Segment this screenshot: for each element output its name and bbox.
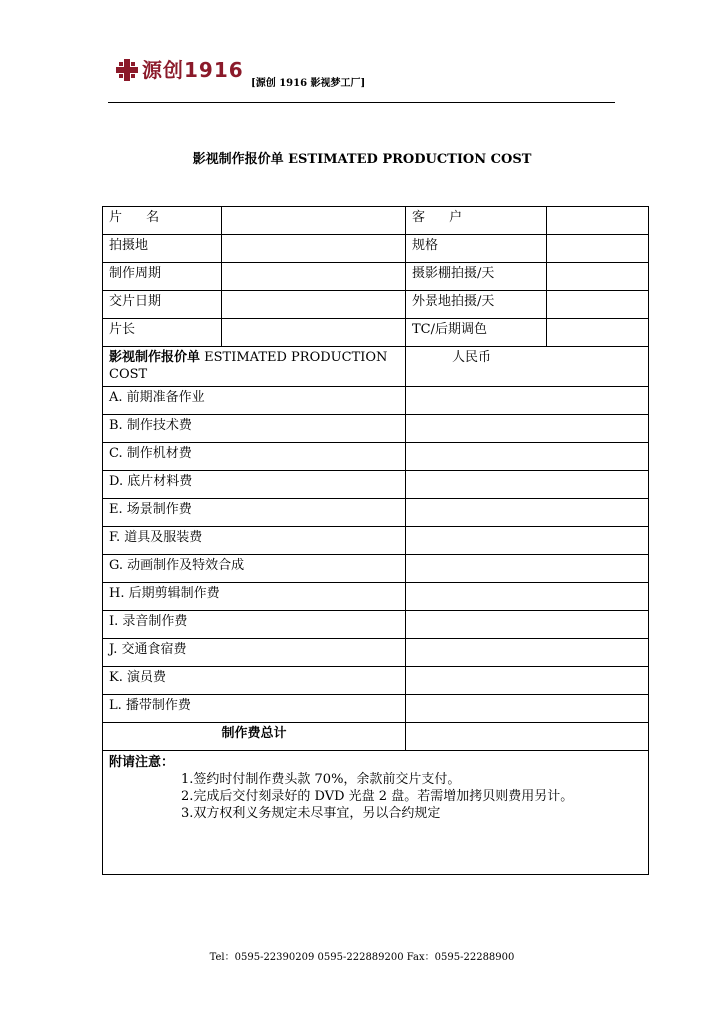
cost-item-label: I. 录音制作费 <box>103 611 406 639</box>
label-color-grading: TC/后期调色 <box>406 319 547 347</box>
cost-item-label: K. 演员费 <box>103 667 406 695</box>
cost-item-amount[interactable] <box>406 443 649 471</box>
document-title: 影视制作报价单 ESTIMATED PRODUCTION COST <box>192 152 532 167</box>
info-row-delivery-location <box>103 291 649 319</box>
cost-item-amount[interactable] <box>406 583 649 611</box>
field-production-cycle[interactable] <box>222 263 406 291</box>
company-tagline: [源创 1916 影视梦工厂] <box>251 78 366 89</box>
cost-item-label: J. 交通食宿费 <box>103 639 406 667</box>
label-studio-days: 摄影棚拍摄/天 <box>406 263 547 291</box>
field-film-length[interactable] <box>222 319 406 347</box>
company-logo <box>116 57 244 83</box>
notes-row <box>103 751 649 875</box>
info-row-length-grading <box>103 319 649 347</box>
cost-item-amount[interactable] <box>406 611 649 639</box>
currency-header: 人民币 <box>406 347 649 387</box>
cost-header-row <box>103 347 649 387</box>
cost-item-row <box>103 611 649 639</box>
note-line: 3.双方权利义务规定未尽事宜，另以合约规定 <box>181 806 441 821</box>
cost-header-label-rest: ESTIMATED PRODUCTION COST <box>109 350 388 382</box>
cost-item-label: A. 前期准备作业 <box>103 387 406 415</box>
cost-item-row <box>103 387 649 415</box>
cost-item-amount[interactable] <box>406 387 649 415</box>
cost-header-label <box>103 347 406 387</box>
cost-item-amount[interactable] <box>406 667 649 695</box>
field-color-grading[interactable] <box>547 319 649 347</box>
field-film-name[interactable] <box>222 207 406 235</box>
cost-item-row <box>103 471 649 499</box>
label-film-length: 片长 <box>103 319 222 347</box>
contact-footer: Tel：0595-22390209 0595-222889200 Fax：0595-22288900 <box>209 952 515 963</box>
cost-item-label: L. 播带制作费 <box>103 695 406 723</box>
info-row-title-client <box>103 207 649 235</box>
field-delivery-date[interactable] <box>222 291 406 319</box>
cost-item-label: C. 制作机材费 <box>103 443 406 471</box>
cost-item-row <box>103 583 649 611</box>
cost-item-row <box>103 499 649 527</box>
label-location-days: 外景地拍摄/天 <box>406 291 547 319</box>
cost-item-amount[interactable] <box>406 527 649 555</box>
cost-item-label: D. 底片材料费 <box>103 471 406 499</box>
cost-item-label: F. 道具及服装费 <box>103 527 406 555</box>
cost-item-amount[interactable] <box>406 471 649 499</box>
cost-item-label: H. 后期剪辑制作费 <box>103 583 406 611</box>
cost-item-amount[interactable] <box>406 415 649 443</box>
header-divider <box>108 102 615 103</box>
label-shooting-location: 拍摄地 <box>103 235 222 263</box>
label-film-name: 片 名 <box>103 207 222 235</box>
logo-text: 源创1916 <box>142 58 244 82</box>
field-shooting-location[interactable] <box>222 235 406 263</box>
field-location-days[interactable] <box>547 291 649 319</box>
cost-item-label: B. 制作技术费 <box>103 415 406 443</box>
label-delivery-date: 交片日期 <box>103 291 222 319</box>
cost-item-row <box>103 555 649 583</box>
cost-item-row <box>103 667 649 695</box>
cost-item-amount[interactable] <box>406 555 649 583</box>
total-row <box>103 723 649 751</box>
field-studio-days[interactable] <box>547 263 649 291</box>
info-row-location-spec <box>103 235 649 263</box>
field-client[interactable] <box>547 207 649 235</box>
cost-item-row <box>103 415 649 443</box>
cost-item-amount[interactable] <box>406 499 649 527</box>
total-label: 制作费总计 <box>103 723 406 751</box>
quotation-form <box>102 206 649 875</box>
cost-item-row <box>103 639 649 667</box>
cost-item-row <box>103 527 649 555</box>
cost-item-label: E. 场景制作费 <box>103 499 406 527</box>
total-amount[interactable] <box>406 723 649 751</box>
note-line: 1.签约时付制作费头款 70%，余款前交片支付。 <box>181 772 461 787</box>
cost-item-label: G. 动画制作及特效合成 <box>103 555 406 583</box>
notes-title: 附请注意： <box>109 755 175 770</box>
info-row-cycle-studio <box>103 263 649 291</box>
cost-item-amount[interactable] <box>406 695 649 723</box>
cost-header-label-bold: 影视制作报价单 <box>109 350 201 365</box>
cost-item-row <box>103 695 649 723</box>
logo-mark-icon <box>116 59 138 81</box>
note-line: 2.完成后交付刻录好的 DVD 光盘 2 盘。若需增加拷贝则费用另计。 <box>181 789 574 804</box>
label-client: 客 户 <box>406 207 547 235</box>
cost-item-amount[interactable] <box>406 639 649 667</box>
notes-cell <box>103 751 649 875</box>
label-production-cycle: 制作周期 <box>103 263 222 291</box>
label-specification: 规格 <box>406 235 547 263</box>
field-specification[interactable] <box>547 235 649 263</box>
cost-item-row <box>103 443 649 471</box>
